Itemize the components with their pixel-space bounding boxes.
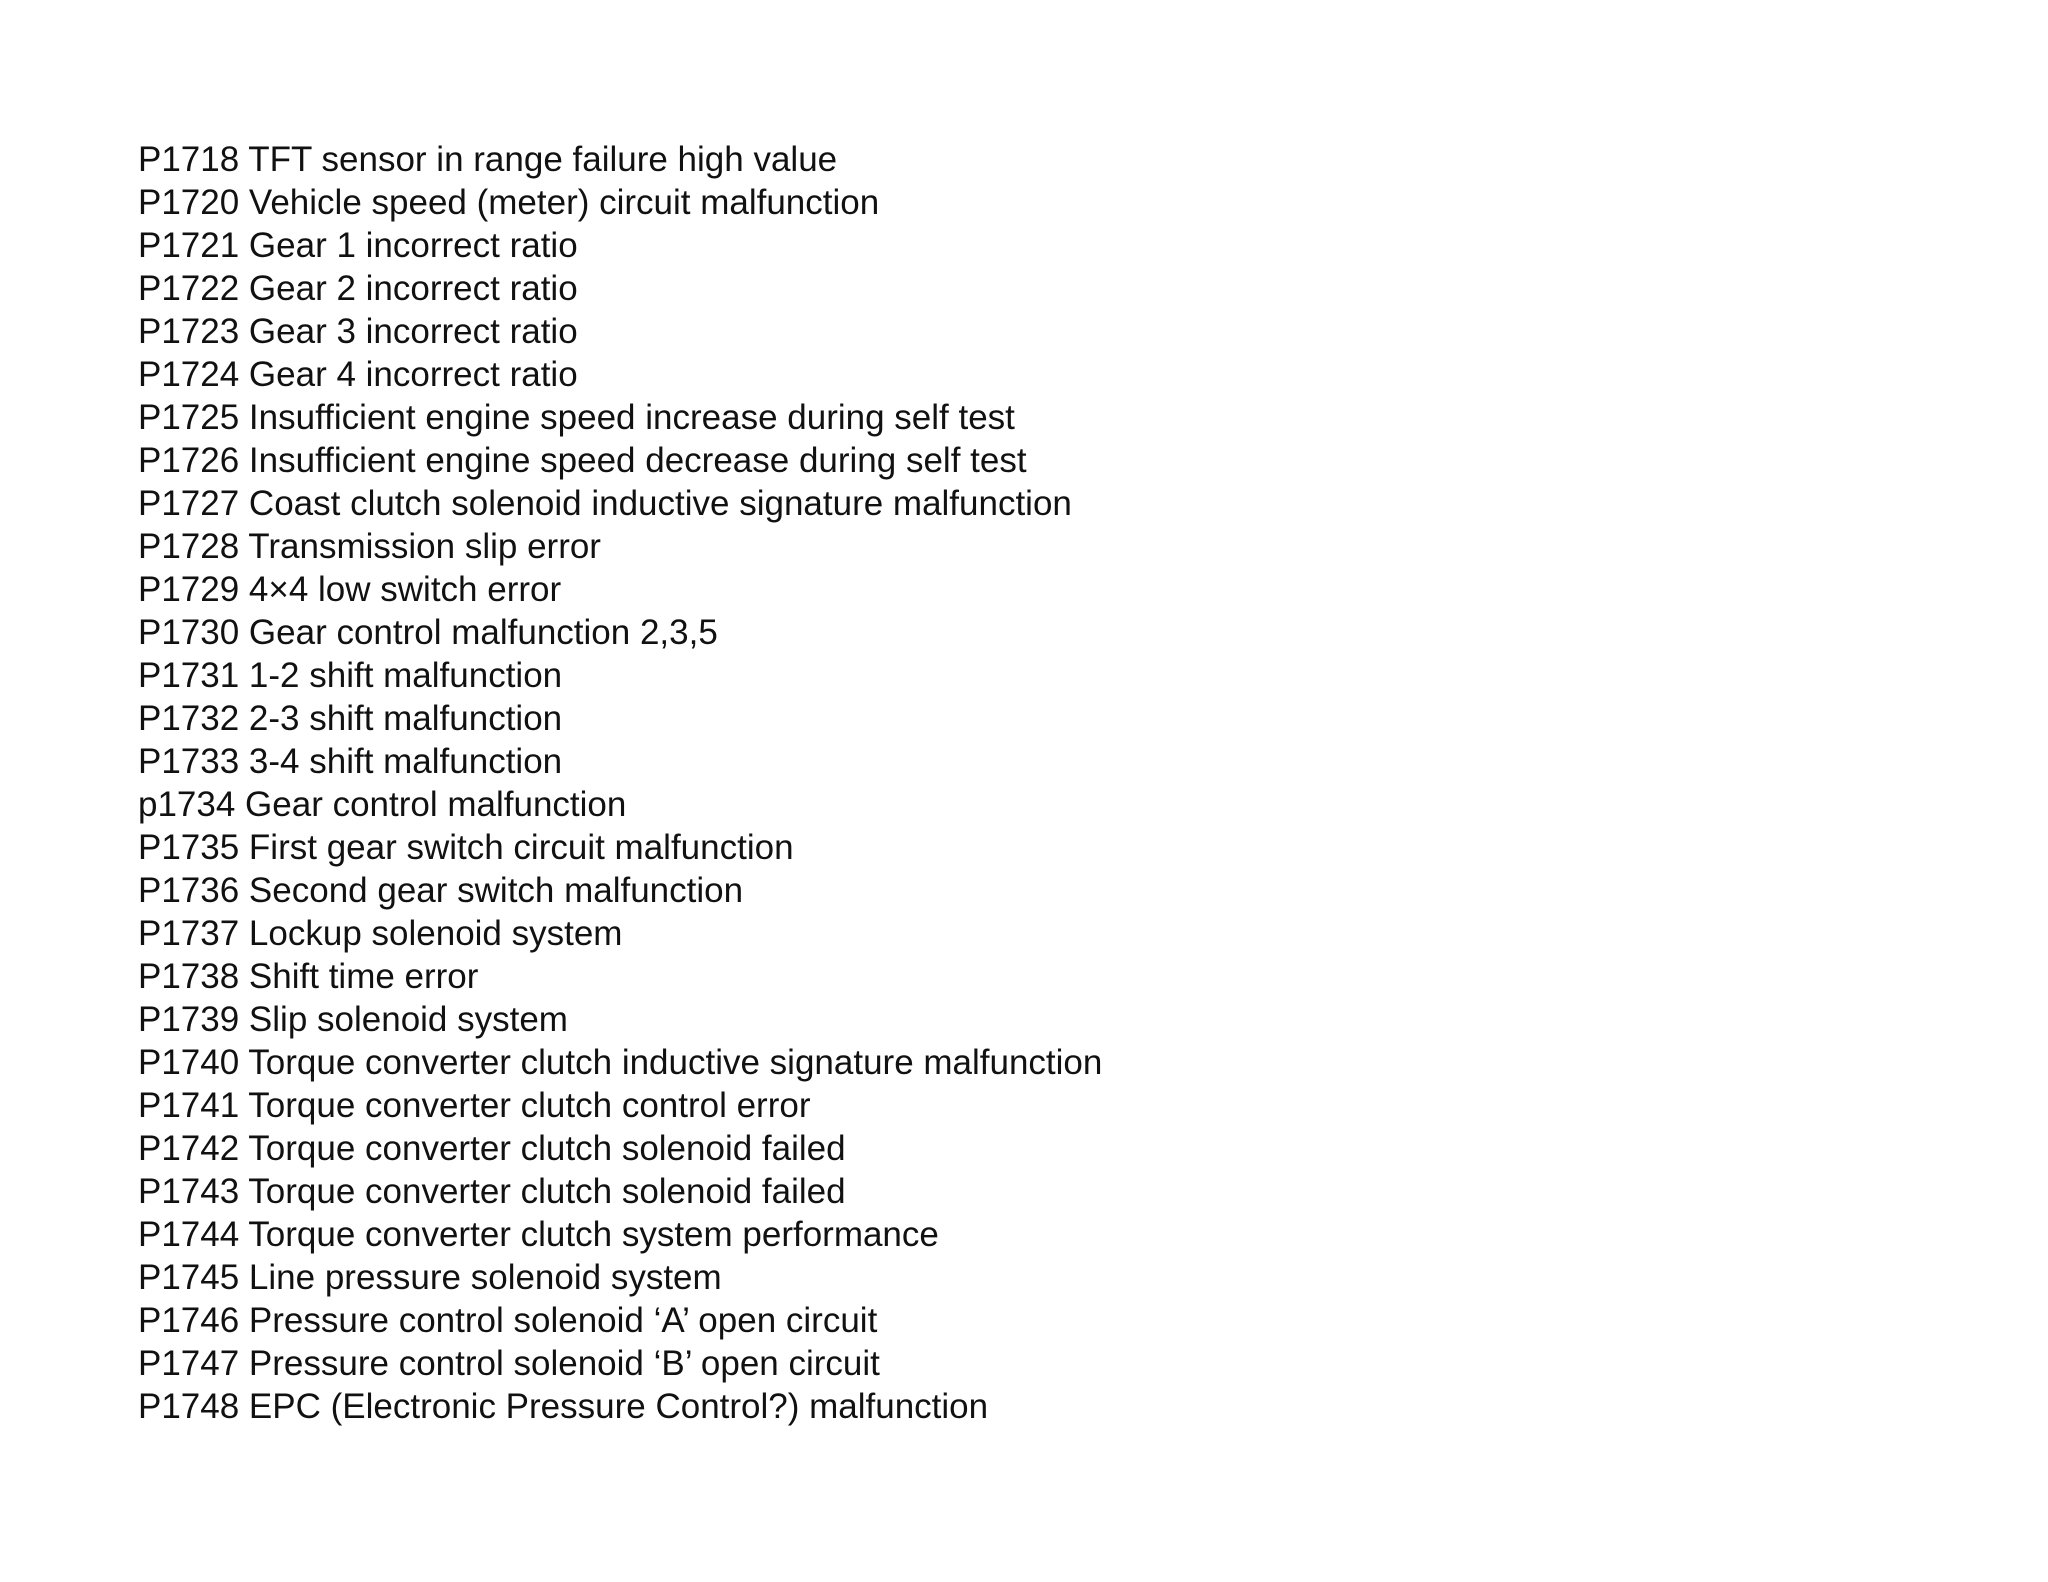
list-item: P1743 Torque converter clutch solenoid failed [138,1172,846,1211]
list-item: P1731 1-2 shift malfunction [138,656,563,695]
trouble-code-list [138,138,1102,1428]
list-item: P1748 EPC (Electronic Pressure Control?) malfunction [138,1387,989,1426]
list-item: P1739 Slip solenoid system [138,1000,568,1039]
list-item: P1742 Torque converter clutch solenoid failed [138,1129,846,1168]
list-item: P1722 Gear 2 incorrect ratio [138,269,578,308]
list-item: P1721 Gear 1 incorrect ratio [138,226,578,265]
list-item: P1740 Torque converter clutch inductive signature malfunction [138,1043,1103,1082]
list-item: P1736 Second gear switch malfunction [138,871,744,910]
list-item: P1723 Gear 3 incorrect ratio [138,312,578,351]
list-item: P1724 Gear 4 incorrect ratio [138,355,578,394]
list-item: P1730 Gear control malfunction 2,3,5 [138,613,718,652]
list-item: P1737 Lockup solenoid system [138,914,623,953]
list-item: p1734 Gear control malfunction [138,785,627,824]
list-item: P1725 Insufficient engine speed increase during self test [138,398,1015,437]
list-item: P1720 Vehicle speed (meter) circuit malfunction [138,183,880,222]
list-item: P1746 Pressure control solenoid ‘A’ open circuit [138,1301,878,1340]
list-item: P1741 Torque converter clutch control error [138,1086,811,1125]
list-item: P1727 Coast clutch solenoid inductive signature malfunction [138,484,1072,523]
list-item: P1738 Shift time error [138,957,479,996]
list-item: P1718 TFT sensor in range failure high value [138,140,838,179]
list-item: P1728 Transmission slip error [138,527,601,566]
list-item: P1733 3-4 shift malfunction [138,742,563,781]
list-item: P1747 Pressure control solenoid ‘B’ open circuit [138,1344,880,1383]
list-item: P1729 4×4 low switch error [138,570,562,609]
list-item: P1745 Line pressure solenoid system [138,1258,722,1297]
list-item: P1735 First gear switch circuit malfunction [138,828,794,867]
list-item: P1726 Insufficient engine speed decrease during self test [138,441,1027,480]
list-item: P1732 2-3 shift malfunction [138,699,563,738]
list-item: P1744 Torque converter clutch system performance [138,1215,939,1254]
